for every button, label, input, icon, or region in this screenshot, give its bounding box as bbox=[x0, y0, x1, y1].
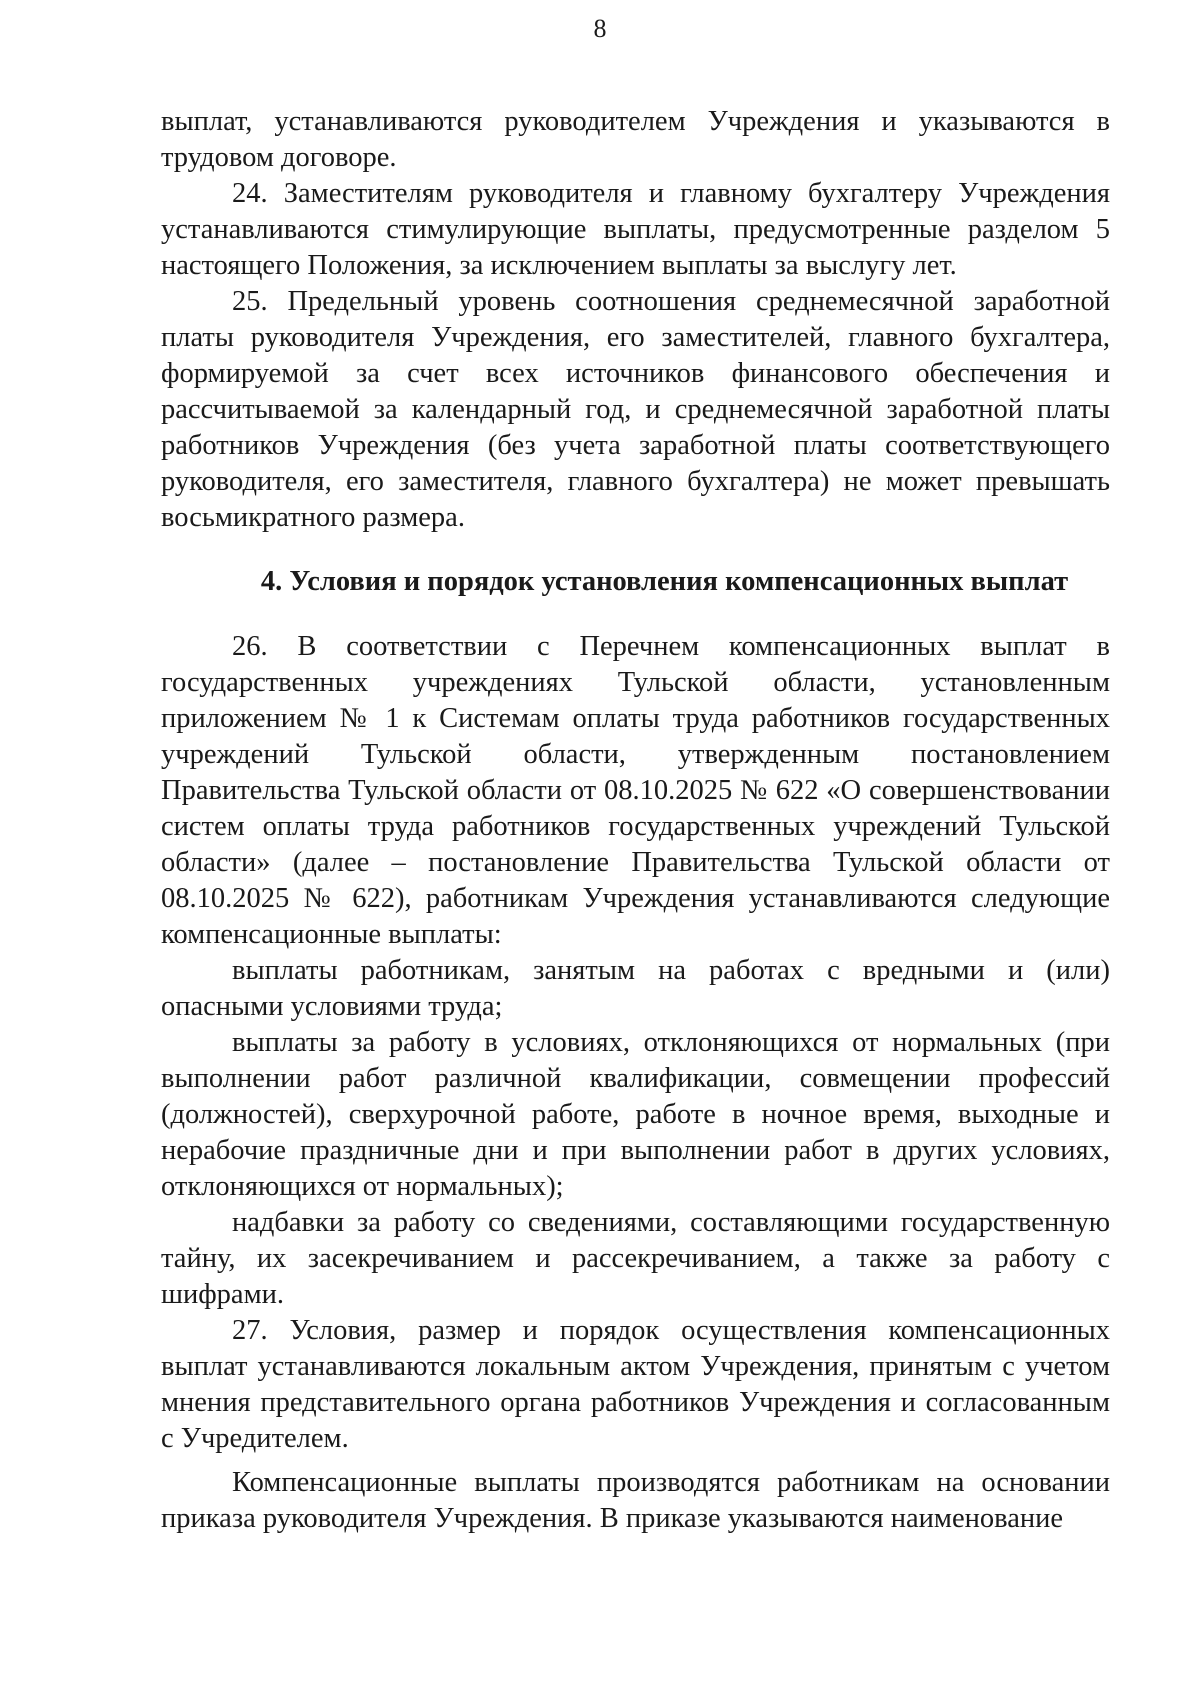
list-item-abnormal-conditions: выплаты за работу в условиях, отклоняющихся от нормальных (при выполнении работ различной квалификации, совмещении профессий (должностей), сверхурочной работе, работе в ночное время, выходные и нерабочие праздничные дни и при выполнении работ в других условиях, отклоняющихся от нормальных); bbox=[161, 1027, 1110, 1202]
paragraph-25: 25. Предельный уровень соотношения среднемесячной заработной платы руководителя Учреждения, его заместителей, главного бухгалтера, формируемой за счет всех источников финансового обеспечения и рассчитываемой за календарный год, и среднемесячной заработной платы работников Учреждения (без учета заработной платы соответствующего руководителя, его заместителя, главного бухгалтера) не может превышать восьмикратного размера. bbox=[161, 286, 1110, 533]
list-item-state-secret-allowance: надбавки за работу со сведениями, составляющими государственную тайну, их засекречиванием и рассекречиванием, а также за работу с шифрами. bbox=[161, 1207, 1110, 1310]
paragraph-26: 26. В соответствии с Перечнем компенсационных выплат в государственных учреждениях Тульской области, установленным приложением № 1 к Системам оплаты труда работников государственных учреждений Тульской области, утвержденным постановлением Правительства Тульской области от 08.10.2025 № 622 «О совершенствовании систем оплаты труда работников государственных учреждений Тульской области» (далее – постановление Правительства Тульской области от 08.10.2025 № 622), работникам Учреждения устанавливаются следующие компенсационные выплаты: bbox=[161, 631, 1110, 950]
paragraph-27: 27. Условия, размер и порядок осуществления компенсационных выплат устанавливаются локальным актом Учреждения, принятым с учетом мнения представительного органа работников Учреждения и согласованным с Учредителем. bbox=[161, 1315, 1110, 1454]
section-heading: 4. Условия и порядок установления компенсационных выплат bbox=[260, 566, 1069, 597]
paragraph-24: 24. Заместителям руководителя и главному бухгалтеру Учреждения устанавливаются стимулирующие выплаты, предусмотренные разделом 5 настоящего Положения, за исключением выплаты за выслугу лет. bbox=[161, 178, 1110, 281]
page-number: 8 bbox=[593, 14, 607, 43]
document-body bbox=[161, 104, 1110, 1537]
paragraph-compensation-order: Компенсационные выплаты производятся работникам на основании приказа руководителя Учреждения. В приказе указываются наименование bbox=[161, 1467, 1110, 1534]
paragraph-continuation: выплат, устанавливаются руководителем Учреждения и указываются в трудовом договоре. bbox=[161, 106, 1110, 173]
list-item-hazard-payments: выплаты работникам, занятым на работах с вредными и (или) опасными условиями труда; bbox=[161, 955, 1110, 1022]
